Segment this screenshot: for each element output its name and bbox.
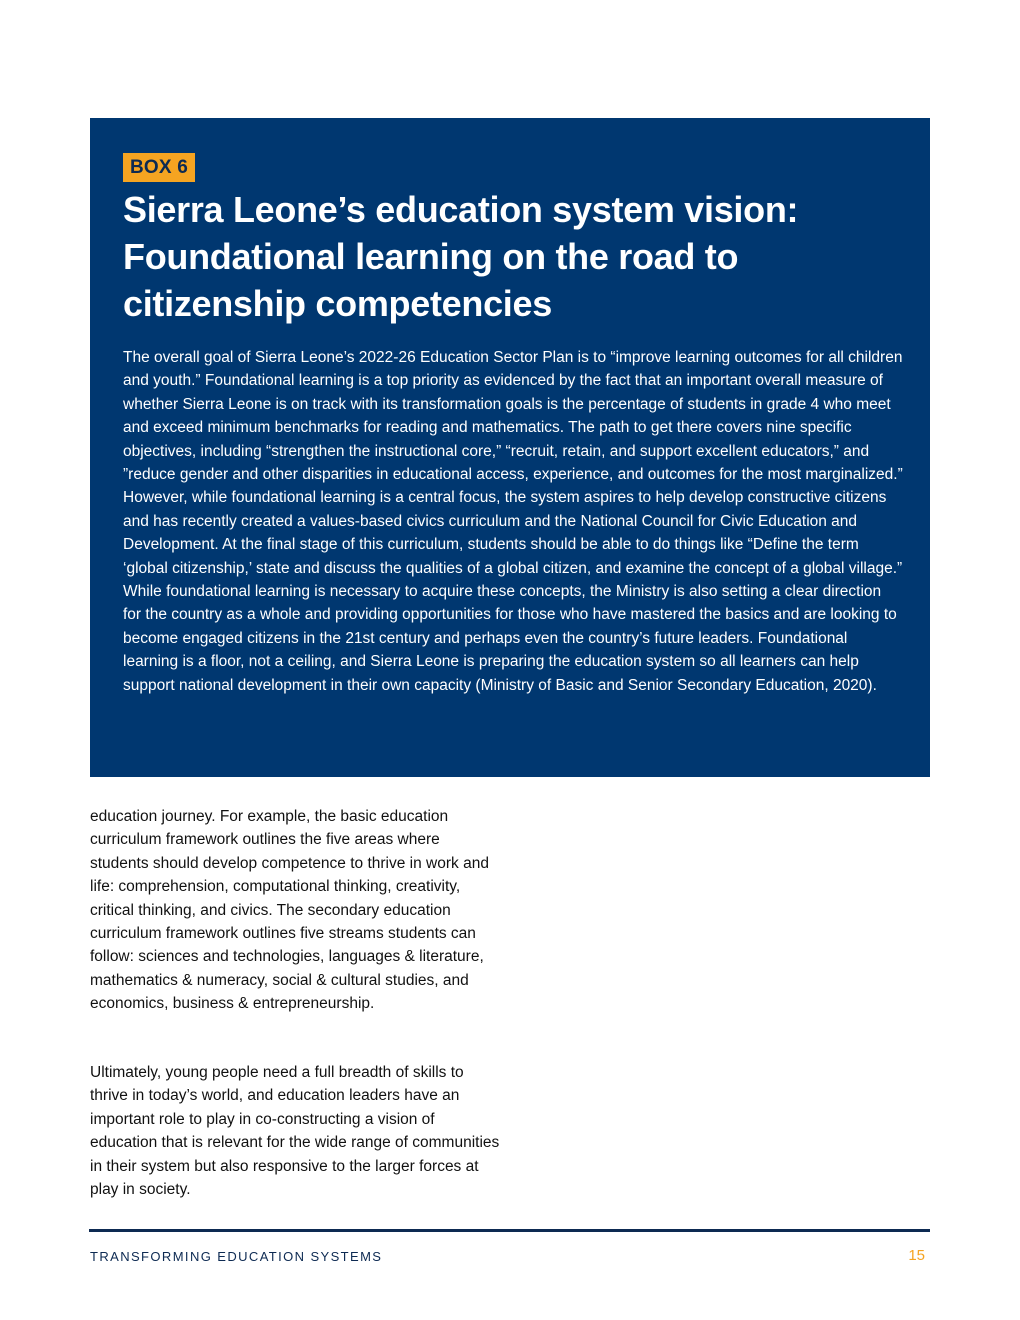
box-label: BOX 6 — [123, 153, 195, 182]
footer-title: TRANSFORMING EDUCATION SYSTEMS — [90, 1249, 383, 1264]
footer-rule — [89, 1229, 930, 1232]
body-paragraph-1: education journey. For example, the basic education curriculum framework outlines the five areas where students should develop competence to thrive in work and life: comprehension, computational thinking, creativity, critical thinking, and civics. The secondary education curriculum framework outlines five streams students can follow: sciences and technologies, languages & literature, mathematics & numeracy, social & cultural studies, and economics, business & entrepreneurship. — [90, 808, 489, 1013]
sidebar-box — [90, 118, 930, 777]
page-number: 15 — [908, 1247, 925, 1264]
body-paragraph-2: Ultimately, young people need a full breadth of skills to thrive in today’s world, and education leaders have an important role to play in co-constructing a vision of education that is relevant for the wide range of communities in their system but also responsive to the larger forces at play in society. — [90, 1064, 500, 1199]
box-title: Sierra Leone’s education system vision: Foundational learning on the road to citizenship competencies — [123, 189, 799, 324]
box-body: The overall goal of Sierra Leone’s 2022-26 Education Sector Plan is to “improve learning outcomes for all children and youth.” Foundational learning is a top priority as evidenced by the fact that an important overall measure of whether Sierra Leone is on track with its transformation goals is the percentage of students in grade 4 who meet and exceed minimum benchmarks for reading and mathematics. The path to get there covers nine specific objectives, including “strengthen the instructional core,” “recruit, retain, and support excellent educators,” and ”reduce gender and other disparities in educational access, experience, and outcomes for the most marginalized.” However, while foundational learning is a central focus, the system aspires to help develop constructive citizens and has recently created a values-based civics curriculum and the National Council for Civic Education and Development. At the final stage of this curriculum, students should be able to do things like “Define the term ‘global citizenship,’ state and discuss the qualities of a global citizen, and examine the concept of a global village.” While foundational learning is necessary to acquire these concepts, the Ministry is also setting a clear direction for the country as a whole and providing opportunities for those who have mastered the basics and are looking to become engaged citizens in the 21st century and perhaps even the country’s future leaders. Foundational learning is a floor, not a ceiling, and Sierra Leone is preparing the education system so all learners can help support national development in their own capacity (Ministry of Basic and Senior Secondary Education, 2020). — [123, 349, 903, 694]
